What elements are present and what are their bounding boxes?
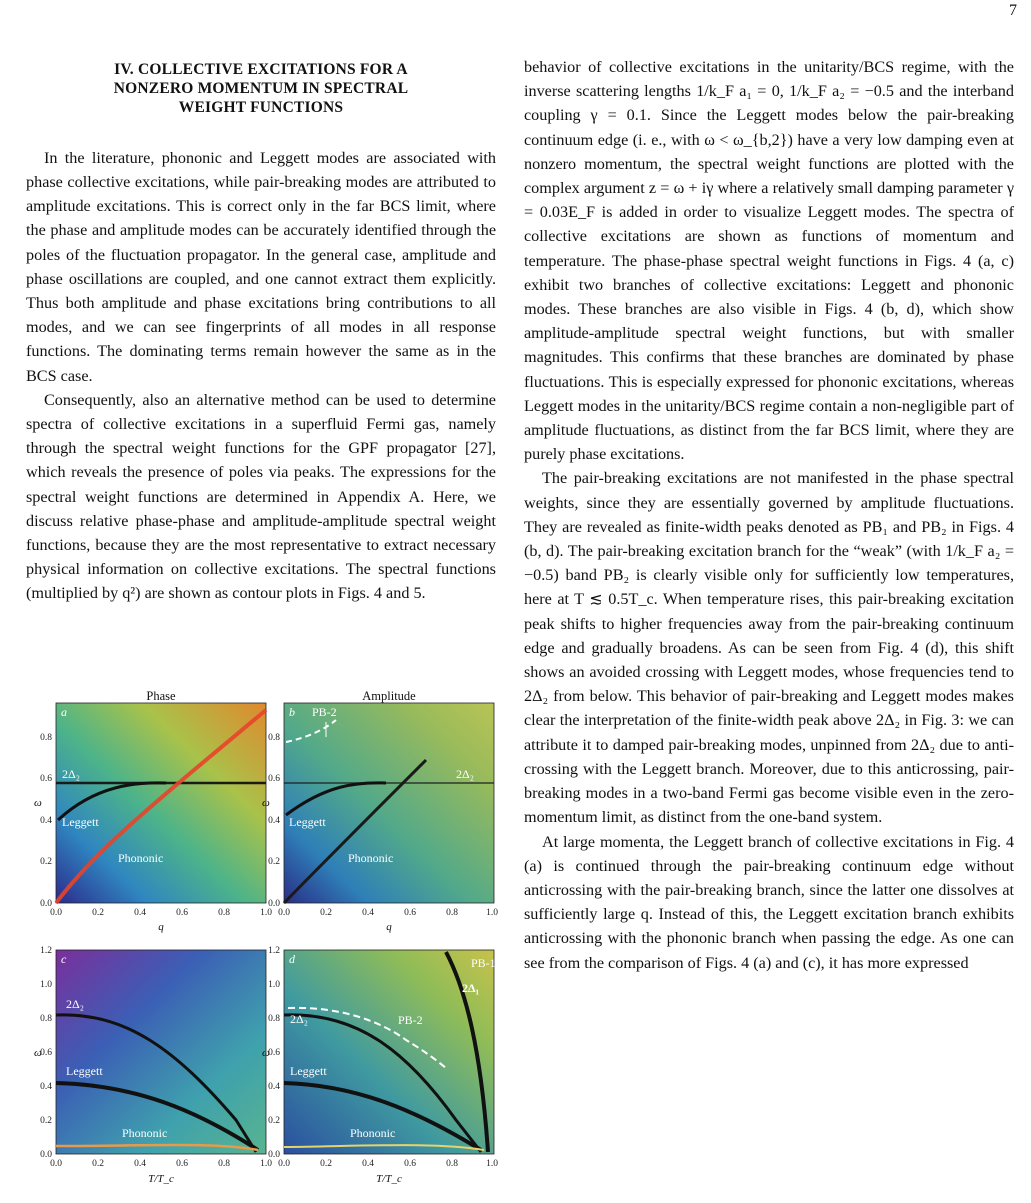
panel-d-label-phononic: Phononic [350, 1126, 396, 1140]
panel-d-letter: d [289, 952, 295, 966]
left-column [26, 55, 496, 606]
panel-a-label-leggett: Leggett [62, 815, 99, 829]
panel-c-label-phononic: Phononic [122, 1126, 168, 1140]
panel-c-ytick: 0.6 [40, 1048, 52, 1058]
panel-c-ytick: 0.4 [40, 1082, 52, 1092]
panel-c-ytick: 0.0 [40, 1150, 52, 1160]
column-title-amplitude: Amplitude [362, 689, 416, 703]
panel-a-heatmap [56, 703, 266, 903]
panel-b [262, 703, 498, 933]
panel-c-ytick: 1.2 [40, 946, 52, 956]
paragraph: behavior of collective excitations in the unitarity/BCS regime, with the inverse scattering lengths 1/k_F a₁ = 0, 1/k_F a₂ = −0.5 and the interband coupling γ = 0.1. Since the Leggett modes below the pair-breaking continuum edge (i. e., with ω < ω_{b,2}) have a very low damping even at nonzero momentum, the spectral weight functions are plotted with the complex argument z = ω + iγ where a relatively small damping parameter γ = 0.03E_F is added in order to visualize Leggett modes. The spectra of collective excitations are shown as functions of momentum and temperature. The phase-phase spectral weight functions in Figs. 4 (a, c) exhibit two branches of collective excitations: Leggett and phononic modes. These branches are also visible in Figs. 4 (b, d), which show amplitude-amplitude spectral weight functions, but with smaller magnitudes. This confirms that these branches are dominated by phase fluctuations. This is especially expressed for phononic excitations, whereas Leggett modes in the unitarity/BCS regime contain a non-negligible part of amplitude fluctuations, as distinct from the far BCS limit, where they are purely phase excitations. [524, 58, 1014, 464]
paragraph: The pair-breaking excitations are not manifested in the phase spectral weights, since they are essentially governed by amplitude fluctuations. They are revealed as finite-width peaks denoted as PB₁ and PB₂ in Figs. 4 (b, d). The pair-breaking excitation branch for the “weak” (with 1/k_F a₂ = −0.5) band PB₂ is clearly visible only for sufficiently low temperatures, here at T ≲ 0.5T_c. When temperature rises, this pair-breaking excitation peak shifts to higher frequencies away from the pair-breaking continuum edge and gradually broadens. As can be seen from Fig. 4 (d), this shift shows an avoided crossing with Leggett modes, whose frequencies tend to 2Δ₂ from below. This behavior of pair-breaking and Leggett modes makes clear the interpretation of the finite-width peak above 2Δ₂ in Fig. 3: we can attribute it to damped pair-breaking modes, unpinned from 2Δ₂ due to anti-crossing with the Leggett branch. Moreover, due to this anticrossing, pair-breaking modes in a two-band Fermi gas become visible even in the zero-momentum limit, as distinct from the one-band system. [524, 469, 1014, 827]
panel-c-ytick: 1.0 [40, 980, 52, 990]
panel-b-ytick: 0.0 [268, 899, 280, 909]
section-title-line-2: NONZERO MOMENTUM IN SPECTRAL [113, 79, 409, 97]
panel-d-ylabel: ω [262, 1047, 270, 1059]
panel-a-label-2delta2: 2Δ₂ [62, 767, 80, 781]
panel-c-heatmap [56, 950, 266, 1154]
panel-c-xtick: 0.8 [218, 1159, 230, 1169]
panel-a-xtick: 0.8 [218, 908, 230, 918]
panel-d-ytick: 0.2 [268, 1116, 280, 1126]
panel-b-ytick: 0.8 [268, 733, 280, 743]
panel-b-ylabel: ω [262, 797, 270, 809]
panel-d-label-pb2: PB-2 [398, 1013, 423, 1027]
panel-b-xtick: 0.0 [278, 908, 290, 918]
figure-4-svg [26, 690, 496, 1200]
panel-d-label-2delta1: 2Δ₁ [462, 981, 480, 995]
panel-b-xtick: 0.6 [404, 908, 416, 918]
panel-d-xtick: 0.2 [320, 1159, 332, 1169]
panel-d-xlabel: T/T_c [376, 1173, 402, 1185]
panel-b-label-phononic: Phononic [348, 851, 394, 865]
panel-c [34, 946, 272, 1185]
panel-a-ylabel: ω [34, 797, 42, 809]
panel-d-xtick: 1.0 [486, 1159, 498, 1169]
panel-b-label-leggett: Leggett [289, 815, 326, 829]
panel-d-ytick: 1.0 [268, 980, 280, 990]
panel-d-label-2delta2: 2Δ₂ [290, 1012, 308, 1026]
panel-c-label-leggett: Leggett [66, 1064, 103, 1078]
panel-c-xlabel: T/T_c [148, 1173, 174, 1185]
panel-a-ytick: 0.8 [40, 733, 52, 743]
panel-d-label-leggett: Leggett [290, 1064, 327, 1078]
panel-b-xtick: 0.4 [362, 908, 374, 918]
panel-a-xtick: 0.0 [50, 908, 62, 918]
right-column [524, 55, 1014, 975]
panel-d-ytick: 0.4 [268, 1082, 280, 1092]
panel-d-xtick: 0.0 [278, 1159, 290, 1169]
panel-c-letter: c [61, 952, 67, 966]
panel-a-xtick: 0.4 [134, 908, 146, 918]
section-title [26, 61, 496, 118]
panel-a-ytick: 0.2 [40, 857, 52, 867]
panel-d-ytick: 0.0 [268, 1150, 280, 1160]
panel-b-ytick: 0.4 [268, 816, 280, 826]
panel-a-ytick: 0.0 [40, 899, 52, 909]
panel-a-xtick: 0.2 [92, 908, 104, 918]
paragraph: Consequently, also an alternative method can be used to determine spectra of collective excitations in a superfluid Fermi gas, namely through the spectral weight functions for the GPF propagator [27], which reveals the presence of poles via peaks. The expressions for the spectral weight functions are determined in Appendix A. Here, we discuss relative phase-phase and amplitude-amplitude spectral weight functions, because they are the most representative to extract necessary physical information on collective excitations. The spectral functions (multiplied by q²) are shown as contour plots in Figs. 4 and 5. [26, 390, 496, 603]
panel-b-xlabel: q [386, 921, 392, 933]
panel-b-xtick: 1.0 [486, 908, 498, 918]
column-title-phase: Phase [146, 689, 176, 703]
panel-a-xlabel: q [158, 921, 164, 933]
panel-b-ytick: 0.2 [268, 857, 280, 867]
panel-d-ytick: 0.8 [268, 1014, 280, 1024]
panel-d-label-pb1: PB-1 [471, 956, 496, 970]
panel-c-xtick: 0.2 [92, 1159, 104, 1169]
panel-d-xtick: 0.4 [362, 1159, 374, 1169]
paragraph: At large momenta, the Leggett branch of collective excitations in Fig. 4 (a) is continued through the pair-breaking continuum edge without anticrossing with the pair-breaking branch, since the latter one dissolves at sufficiently large q. Instead of this, the Leggett excitation branch exhibits anticrossing with the phononic branch when passing the edge. As one can see from the comparison of Figs. 4 (a) and (c), it has more expressed [524, 832, 1014, 972]
panel-b-label-pb2: PB-2 [312, 705, 337, 719]
panel-c-xtick: 1.0 [260, 1159, 272, 1169]
panel-a-xtick: 1.0 [260, 908, 272, 918]
figure-4 [26, 690, 496, 1200]
panel-c-xtick: 0.4 [134, 1159, 146, 1169]
panel-a [34, 703, 272, 933]
panel-d-ytick: 0.6 [268, 1048, 280, 1058]
panel-c-label-2delta2: 2Δ₂ [66, 997, 84, 1011]
section-title-line-1: IV. COLLECTIVE EXCITATIONS FOR A [114, 61, 408, 78]
panel-b-label-2delta2: 2Δ₂ [456, 767, 474, 781]
panel-b-xtick: 0.8 [446, 908, 458, 918]
panel-b-letter: b [289, 705, 295, 719]
panel-c-xtick: 0.0 [50, 1159, 62, 1169]
section-title-line-3: WEIGHT FUNCTIONS [178, 98, 344, 116]
panel-c-ylabel: ω [34, 1047, 42, 1059]
panel-d [262, 946, 498, 1185]
panel-a-ytick: 0.4 [40, 816, 52, 826]
page-number: 7 [1009, 2, 1017, 19]
panel-c-ytick: 0.8 [40, 1014, 52, 1024]
panel-a-xtick: 0.6 [176, 908, 188, 918]
panel-d-xtick: 0.8 [446, 1159, 458, 1169]
panel-b-xtick: 0.2 [320, 908, 332, 918]
panel-c-xtick: 0.6 [176, 1159, 188, 1169]
panel-b-ytick: 0.6 [268, 774, 280, 784]
panel-a-ytick: 0.6 [40, 774, 52, 784]
panel-c-ytick: 0.2 [40, 1116, 52, 1126]
panel-a-letter: a [61, 705, 67, 719]
panel-a-label-phononic: Phononic [118, 851, 164, 865]
panel-d-ytick: 1.2 [268, 946, 280, 956]
panel-d-xtick: 0.6 [404, 1159, 416, 1169]
paragraph: In the literature, phononic and Leggett modes are associated with phase collective excitations, while pair-breaking modes are attributed to amplitude excitations. This is correct only in the far BCS limit, where the phase and amplitude modes can be accurately identified through the poles of the fluctuation propagator. In the general case, amplitude and phase oscillations are coupled, and one cannot extract them explicitly. Thus both amplitude and phase excitations bring contributions to all modes, and we can see fingerprints of all modes in all response functions. The dominating terms remain however the same as in the BCS case. [26, 148, 496, 385]
